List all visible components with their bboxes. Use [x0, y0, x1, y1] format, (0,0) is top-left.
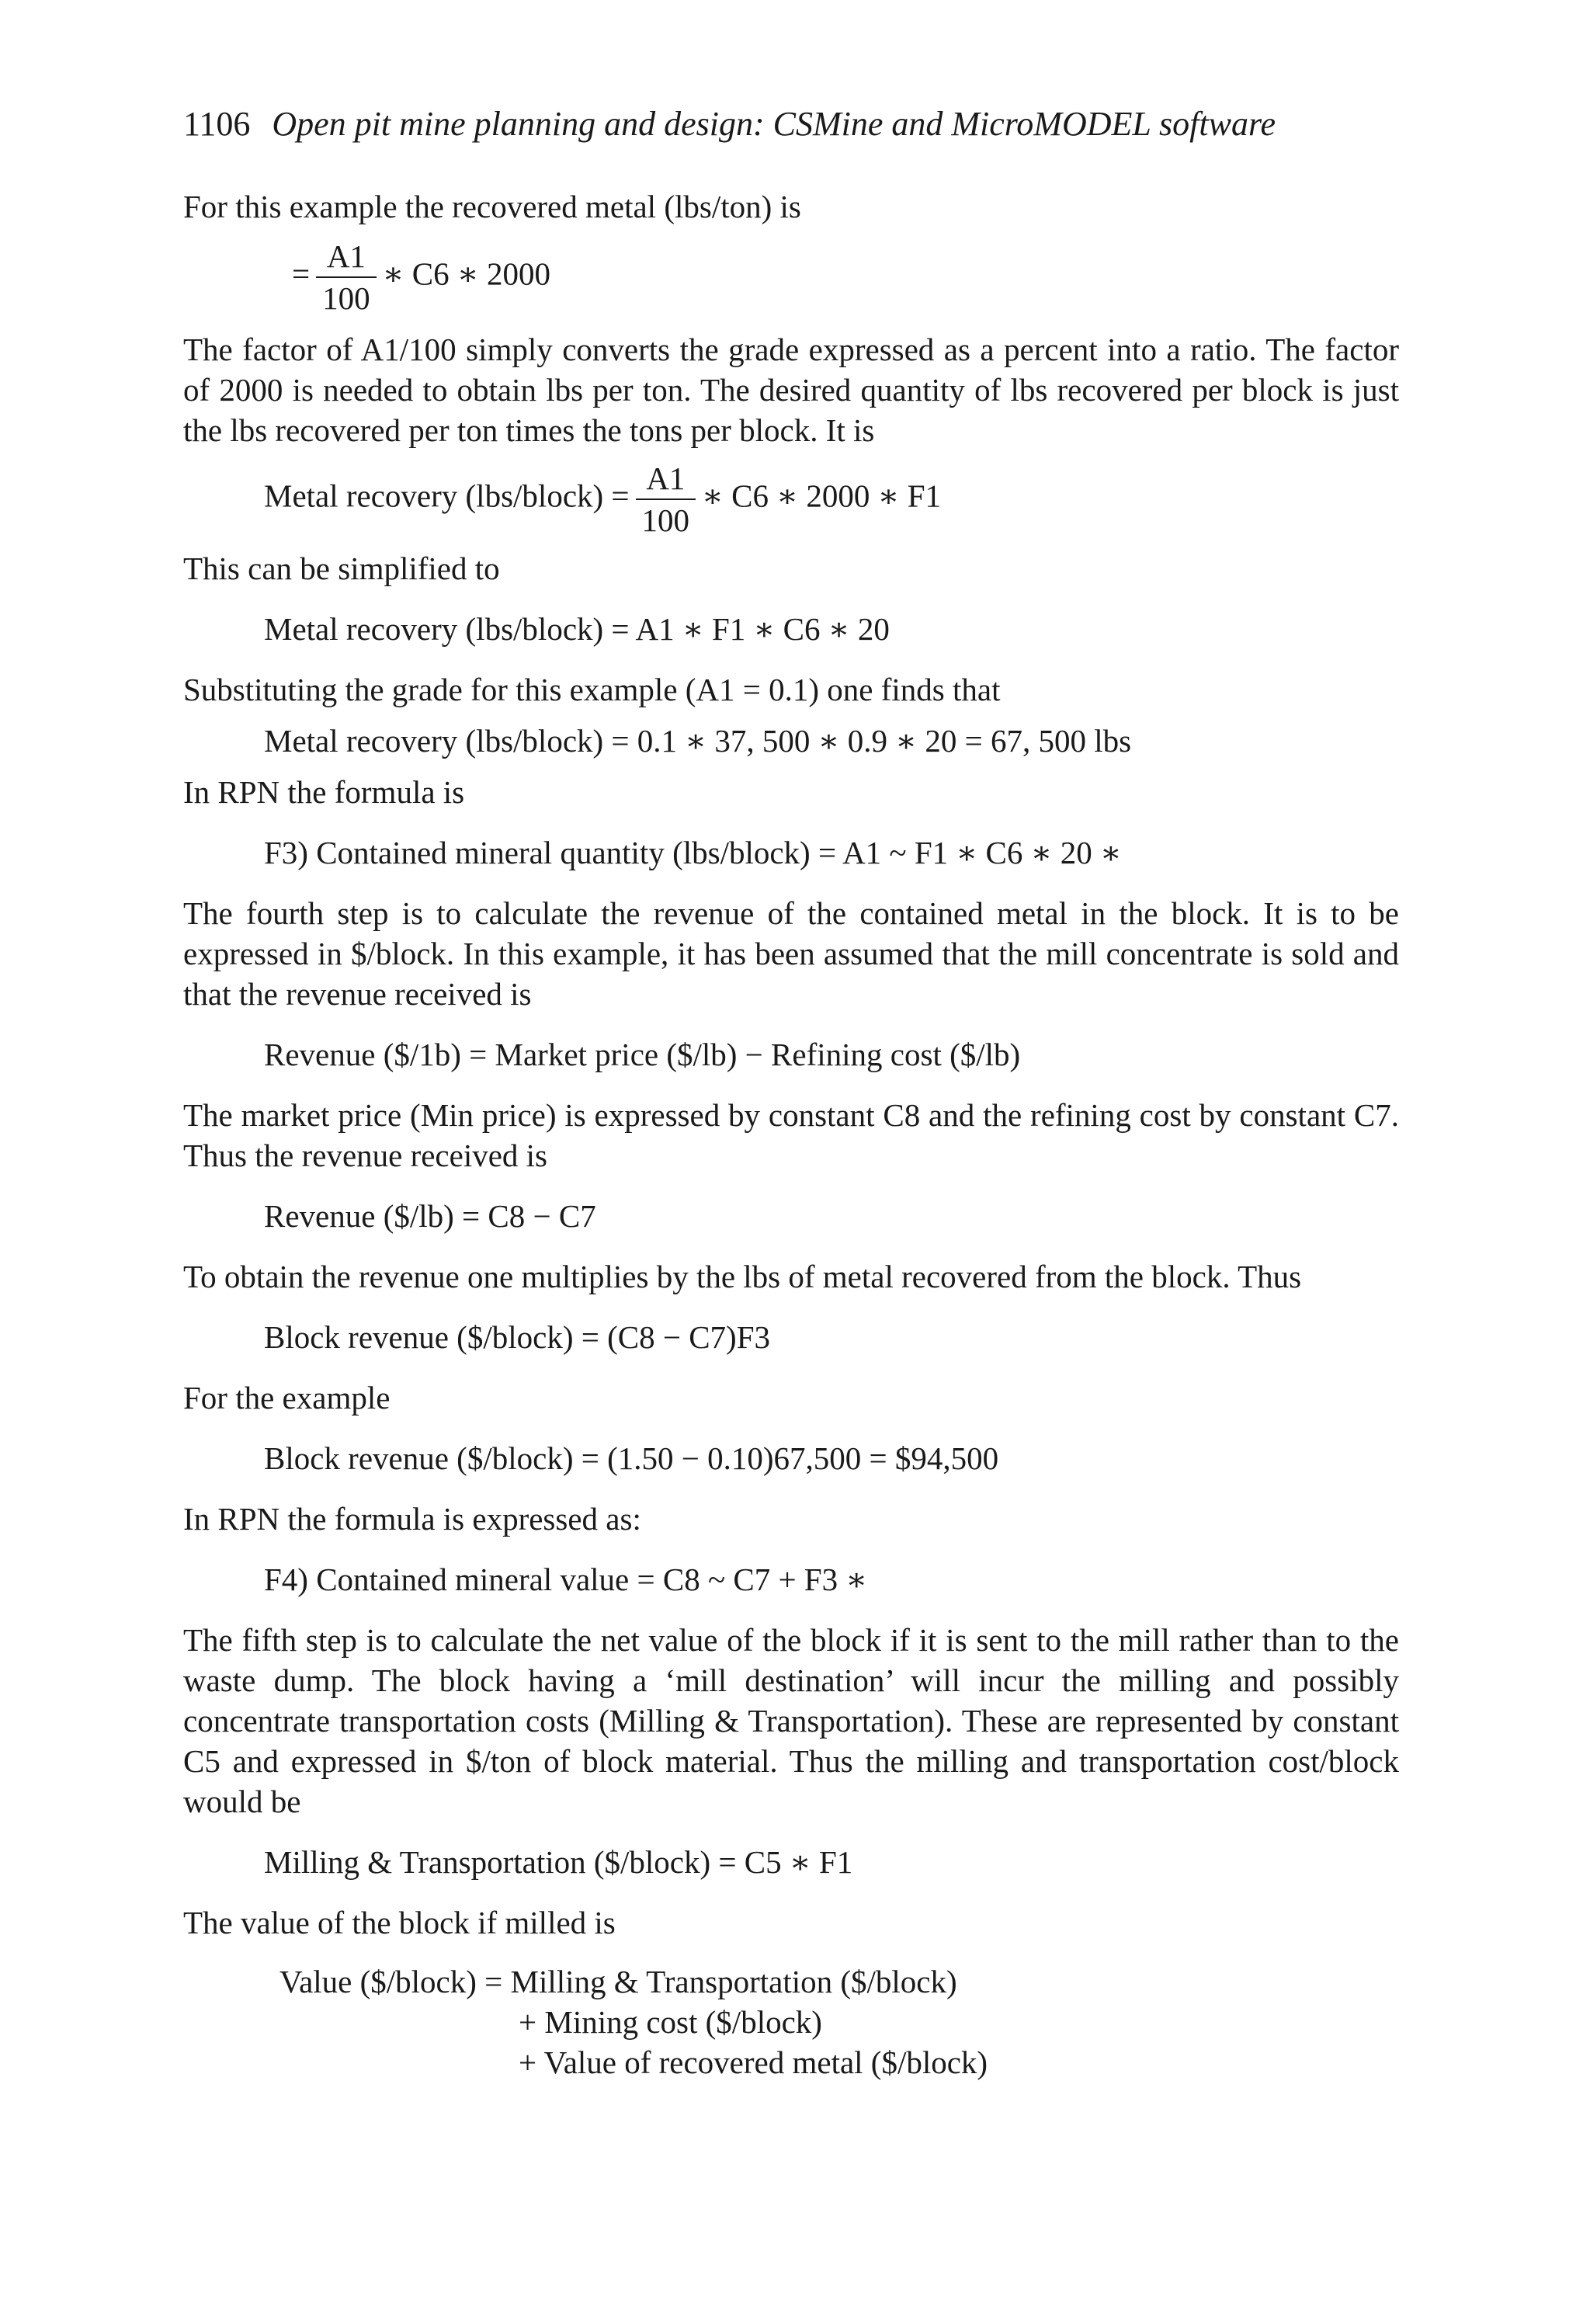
equation-rpn-f4: F4) Contained mineral value = C8 ~ C7 + F3 ∗ [264, 1561, 868, 1597]
equation-revenue-c8-c7: Revenue ($/lb) = C8 − C7 [264, 1198, 596, 1234]
fraction [316, 236, 377, 318]
equation-metal-recovery-simplified: Metal recovery (lbs/block) = A1 ∗ F1 ∗ C6 ∗ 20 [264, 611, 890, 647]
paragraph-for-example: For the example [183, 1380, 391, 1416]
paragraph-obtain-revenue: To obtain the revenue one multiplies by the lbs of metal recovered from the block. Thus [183, 1259, 1302, 1294]
fraction [636, 458, 696, 540]
paragraph-simplified-intro: This can be simplified to [183, 551, 500, 586]
equation-block-revenue: Block revenue ($/block) = (C8 − C7)F3 [264, 1319, 771, 1355]
running-title: Open pit mine planning and design: CSMine and MicroMODEL software [272, 105, 1276, 143]
equation-revenue-per-lb: Revenue ($/1b) = Market price ($/lb) − Refining cost ($/lb) [264, 1037, 1021, 1072]
equation-suffix: ∗ C6 ∗ 2000 [382, 255, 550, 292]
fraction-denominator: 100 [322, 280, 370, 316]
fraction-numerator: A1 [316, 236, 377, 278]
page-number: 1106 [183, 105, 251, 143]
paragraph-value-if-milled: The value of the block if milled is [183, 1905, 616, 1940]
equation-milling-transportation: Milling & Transportation ($/block) = C5 ∗ F1 [264, 1844, 853, 1880]
fraction-denominator: 100 [641, 502, 690, 538]
paragraph-rpn-intro-1: In RPN the formula is [183, 774, 465, 810]
paragraph-recovered-metal-intro: For this example the recovered metal (lbs/ton) is [183, 189, 801, 224]
equation-metal-recovery-full [264, 458, 941, 540]
equation-value-line-2: + Mining cost ($/block) [519, 2004, 822, 2040]
paragraph-fifth-step: The fifth step is to calculate the net value of the block if it is sent to the mill rather than to the waste dump. The block having a ‘mill destination’ will incur the milling and possibly concentrate transportation costs (Milling & Transportation). These are represented by constant C5 and expressed in $/ton of block material. Thus the milling and transportation cost/block would be [183, 1622, 1399, 1819]
paragraph-substituting: Substituting the grade for this example (A1 = 0.1) one finds that [183, 672, 1001, 707]
equation-prefix: = [292, 255, 311, 292]
equation-value-line-3: + Value of recovered metal ($/block) [519, 2044, 988, 2080]
paragraph-market-price: The market price (Min price) is expressed by constant C8 and the refining cost by constant C7. Thus the revenue received is [183, 1097, 1399, 1173]
equation-recovered-metal [292, 236, 550, 318]
equation-prefix: Metal recovery (lbs/block) = [264, 478, 630, 514]
equation-block-revenue-example: Block revenue ($/block) = (1.50 − 0.10)67,500 = $94,500 [264, 1440, 999, 1476]
equation-value-line-1: Value ($/block) = Milling & Transportation ($/block) [279, 1964, 957, 1999]
equation-rpn-f3: F3) Contained mineral quantity (lbs/block) = A1 ~ F1 ∗ C6 ∗ 20 ∗ [264, 835, 1122, 870]
equation-suffix: ∗ C6 ∗ 2000 ∗ F1 [702, 478, 942, 514]
paragraph-rpn-intro-2: In RPN the formula is expressed as: [183, 1501, 641, 1537]
running-header [183, 102, 1276, 146]
equation-metal-recovery-example: Metal recovery (lbs/block) = 0.1 ∗ 37, 500 ∗ 0.9 ∗ 20 = 67, 500 lbs [264, 723, 1132, 759]
paragraph-factor-explanation: The factor of A1/100 simply converts the grade expressed as a percent into a ratio. The factor of 2000 is needed to obtain lbs per ton. The desired quantity of lbs recovered per block is just the lbs recovered per ton times the tons per block. It is [183, 332, 1399, 448]
fraction-numerator: A1 [636, 458, 696, 500]
paragraph-fourth-step: The fourth step is to calculate the revenue of the contained metal in the block. It is to be expressed in $/block. In this example, it has been assumed that the mill concentrate is sold and that the revenue received is [183, 895, 1399, 1012]
